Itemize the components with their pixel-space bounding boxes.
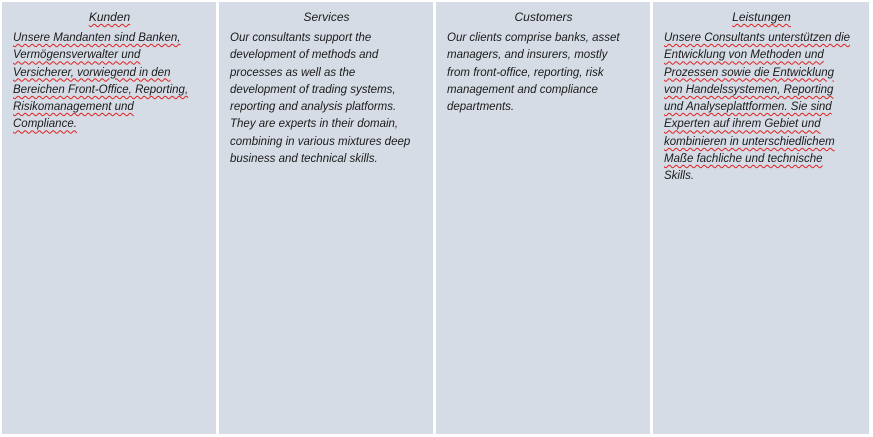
text-line: Bereichen Front-Office, Reporting, bbox=[13, 83, 189, 96]
text-line: Our clients comprise banks, asset bbox=[447, 32, 620, 44]
text-line: Maße fachliche und technische bbox=[664, 153, 823, 166]
text-line: kombinieren in unterschiedlichem bbox=[664, 135, 835, 148]
text-line: Prozessen sowie die Entwicklung bbox=[664, 66, 835, 79]
column-services bbox=[219, 2, 433, 434]
text-line: business and technical skills. bbox=[230, 153, 378, 166]
text-line: management and compliance bbox=[447, 83, 598, 96]
text-line: Unsere Mandanten sind Banken, bbox=[13, 32, 181, 44]
text-line: von Handelssystemen, Reporting bbox=[664, 83, 834, 96]
text-line: from front-office, reporting, risk bbox=[447, 66, 604, 79]
text-line: Our consultants support the bbox=[230, 32, 372, 44]
text-line: departments. bbox=[447, 101, 515, 114]
text-line: combining in various mixtures deep bbox=[230, 135, 411, 148]
column-body bbox=[13, 30, 206, 134]
column-kunden bbox=[2, 2, 216, 434]
text-line: Compliance. bbox=[13, 118, 77, 131]
column-customers bbox=[436, 2, 650, 434]
text-line: Unsere Consultants unterstützen die bbox=[664, 32, 851, 44]
text-line: development of methods and bbox=[230, 49, 379, 62]
column-body bbox=[447, 30, 640, 116]
text-line: Versicherer, vorwiegend in den bbox=[13, 66, 171, 79]
column-heading: Leistungen bbox=[732, 10, 791, 24]
text-line: und Analyseplattformen. Sie sind bbox=[664, 101, 832, 114]
text-line: managers, and insurers, mostly bbox=[447, 49, 608, 62]
column-heading: Kunden bbox=[88, 10, 131, 24]
column-leistungen bbox=[653, 2, 869, 434]
text-line: They are experts in their domain, bbox=[230, 118, 399, 131]
column-heading: Customers bbox=[514, 10, 573, 24]
text-line: development of trading systems, bbox=[230, 83, 396, 96]
column-body bbox=[230, 30, 423, 168]
text-line: Entwicklung von Methoden und bbox=[664, 49, 824, 62]
text-line: Experten auf ihrem Gebiet und bbox=[664, 118, 821, 131]
text-line: Skills. bbox=[664, 170, 695, 183]
column-body bbox=[664, 30, 859, 186]
text-line: reporting and analysis platforms. bbox=[230, 101, 397, 114]
text-line: Vermögensverwalter und bbox=[13, 49, 141, 62]
column-heading: Services bbox=[303, 10, 350, 24]
text-line: Risikomanagement und bbox=[13, 101, 134, 114]
text-line: processes as well as the bbox=[230, 66, 356, 79]
